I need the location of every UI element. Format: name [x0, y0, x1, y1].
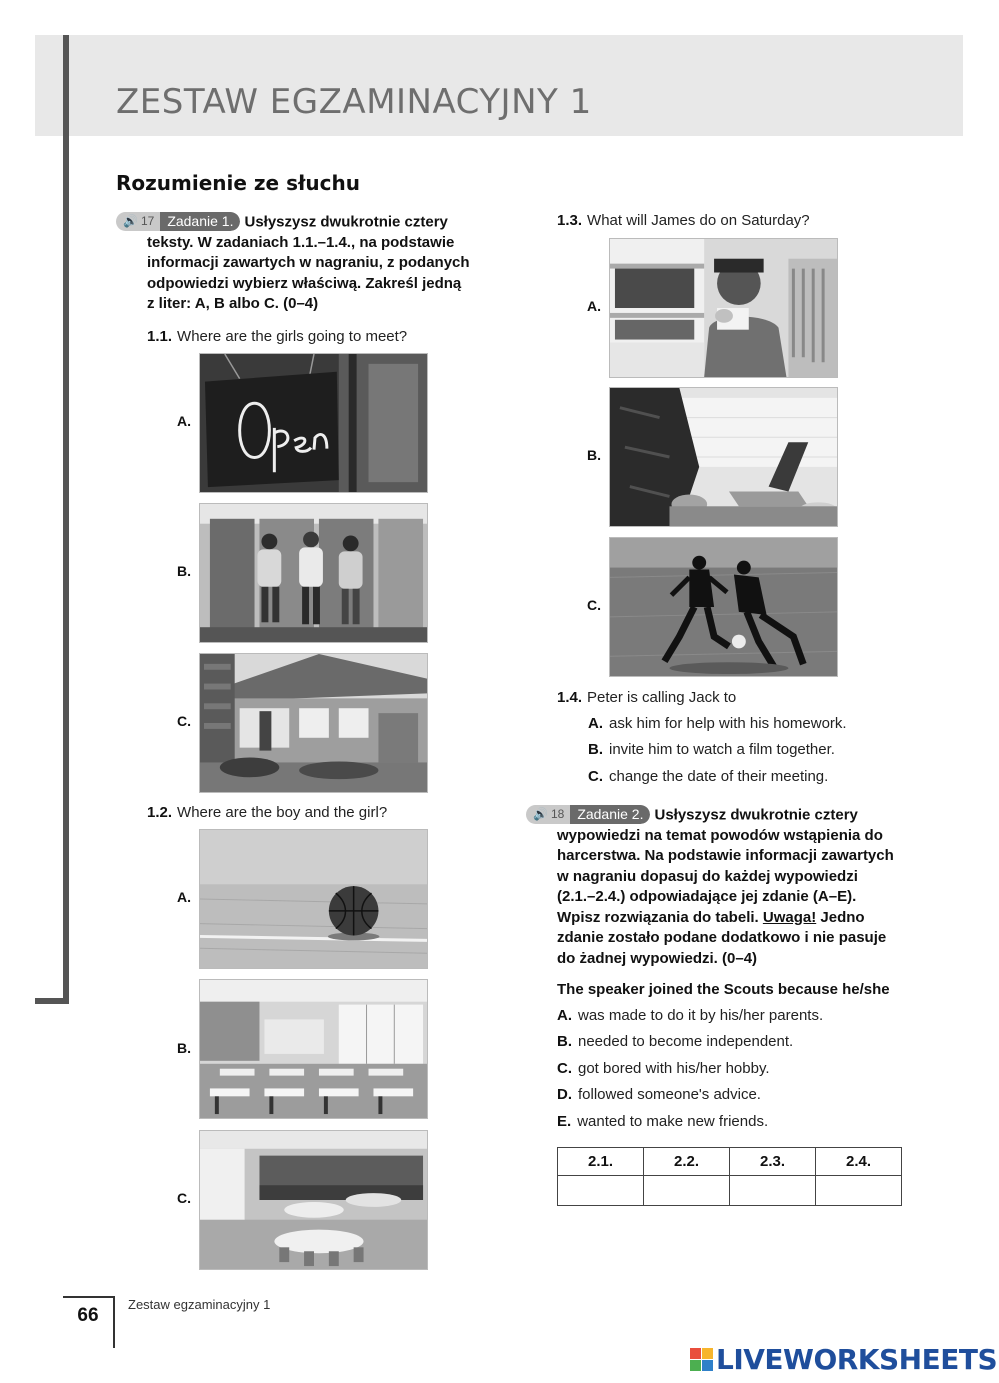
photo-basketball-on-court[interactable]: [199, 829, 428, 969]
page-title: ZESTAW EGZAMINACYJNY 1: [116, 82, 592, 122]
option-letter: A.: [588, 715, 603, 732]
question-text: What will James do on Saturday?: [587, 212, 810, 229]
question-number: 1.1.: [147, 328, 173, 345]
question-1-2: [147, 804, 387, 821]
task2-line: Usłyszysz dwukrotnie cztery: [654, 806, 858, 824]
answer-option[interactable]: [588, 715, 847, 732]
answer-table: [557, 1147, 902, 1206]
photo-suburban-house[interactable]: [199, 653, 428, 793]
question-1-3: [557, 212, 810, 229]
answer-option[interactable]: [588, 768, 828, 785]
task1-track-number: 17: [140, 214, 155, 229]
task1-line: informacji zawartych w nagraniu, z podanych: [147, 254, 470, 272]
task1-instructions: [116, 212, 516, 315]
question-1-4: [557, 689, 736, 706]
option-letter: E.: [557, 1113, 572, 1130]
option-letter: C.: [557, 1060, 572, 1077]
option-text: got bored with his/her hobby.: [578, 1060, 770, 1077]
task1-audio-badge[interactable]: [116, 212, 240, 231]
section-title: Rozumienie ze słuchu: [116, 171, 360, 195]
question-1-1: [147, 328, 407, 345]
task2-label: Zadanie 2.: [570, 805, 650, 824]
answer-header-cell: 2.4.: [816, 1148, 902, 1176]
task2-audio-badge[interactable]: [526, 805, 650, 824]
photo-school-cafeteria[interactable]: [199, 1130, 428, 1270]
photo-boys-playing-football[interactable]: [609, 537, 838, 677]
option-text: followed someone's advice.: [578, 1086, 761, 1103]
liveworksheets-logo[interactable]: [690, 1343, 997, 1376]
photo-empty-classroom[interactable]: [199, 979, 428, 1119]
option-letter[interactable]: B.: [177, 1040, 191, 1056]
option-letter[interactable]: C.: [177, 713, 191, 729]
option-letter: B.: [557, 1033, 572, 1050]
task2-line: harcerstwa. Na podstawie informacji zawartych: [557, 847, 894, 865]
footer-rule: [63, 1296, 115, 1298]
option-text: change the date of their meeting.: [609, 768, 829, 785]
question-text: Where are the boy and the girl?: [177, 804, 388, 821]
answer-header-cell: 2.1.: [558, 1148, 644, 1176]
statement-option: [557, 1007, 823, 1024]
option-text: ask him for help with his homework.: [609, 715, 847, 732]
photo-girls-entering-building[interactable]: [199, 503, 428, 643]
option-letter: D.: [557, 1086, 572, 1103]
page-number: 66: [77, 1305, 99, 1326]
speaker-icon: 🔊: [123, 214, 138, 229]
task1-line: Usłyszysz dwukrotnie cztery: [244, 213, 448, 231]
task2-stem: [557, 981, 890, 998]
logo-text: LIVEWORKSHEETS: [716, 1343, 998, 1376]
task2-line: w nagraniu dopasuj do każdej wypowiedzi: [557, 867, 858, 885]
option-letter: A.: [557, 1007, 572, 1024]
option-letter[interactable]: A.: [177, 889, 191, 905]
task1-line: odpowiedzi wybierz właściwą. Zakreśl jedną: [147, 274, 462, 292]
speaker-icon: 🔊: [533, 807, 548, 822]
option-text: invite him to watch a film together.: [609, 741, 835, 758]
stem-text: The speaker joined the Scouts because he/she: [557, 981, 890, 998]
answer-input-cell[interactable]: [644, 1176, 730, 1206]
task2-line: zdanie zostało podane dodatkowo i nie pasuje: [557, 929, 887, 947]
answer-table-header: [558, 1148, 902, 1176]
task1-line: teksty. W zadaniach 1.1.–1.4., na podstawie: [147, 233, 455, 251]
option-letter[interactable]: B.: [587, 447, 601, 463]
option-letter[interactable]: A.: [587, 298, 601, 314]
task2-text: Jedno: [820, 908, 865, 926]
footer-text: Zestaw egzaminacyjny 1: [128, 1297, 271, 1312]
photo-person-studying-at-laptop[interactable]: [609, 387, 838, 527]
answer-header-cell: 2.3.: [730, 1148, 816, 1176]
answer-option[interactable]: [588, 741, 835, 758]
task2-warning: Uwaga!: [762, 908, 817, 926]
question-number: 1.4.: [557, 689, 583, 706]
option-letter: B.: [588, 741, 603, 758]
option-text: was made to do it by his/her parents.: [578, 1007, 824, 1024]
statement-option: [557, 1060, 770, 1077]
task2-instructions: [526, 805, 936, 969]
answer-table-row: [558, 1176, 902, 1206]
option-text: wanted to make new friends.: [577, 1113, 769, 1130]
answer-header-cell: 2.2.: [644, 1148, 730, 1176]
left-margin-rule: [63, 35, 69, 1003]
task2-line: wypowiedzi na temat powodów wstąpienia do: [557, 826, 883, 844]
question-text: Where are the girls going to meet?: [177, 328, 408, 345]
option-letter[interactable]: B.: [177, 563, 191, 579]
statement-option: [557, 1113, 768, 1130]
photo-boy-smelling-clothes-at-wardrobe[interactable]: [609, 238, 838, 378]
answer-input-cell[interactable]: [558, 1176, 644, 1206]
option-letter[interactable]: A.: [177, 413, 191, 429]
left-margin-rule-foot: [35, 998, 69, 1004]
option-text: needed to become independent.: [578, 1033, 794, 1050]
logo-squares-icon: [690, 1348, 713, 1371]
task2-track-number: 18: [550, 807, 565, 822]
task1-line: z liter: A, B albo C. (0–4): [147, 295, 319, 313]
footer-divider: [113, 1296, 115, 1348]
question-number: 1.3.: [557, 212, 583, 229]
option-letter[interactable]: C.: [177, 1190, 191, 1206]
statement-option: [557, 1086, 761, 1103]
task2-line: do żadnej wypowiedzi. (0–4): [557, 949, 758, 967]
question-number: 1.2.: [147, 804, 173, 821]
statement-option: [557, 1033, 793, 1050]
task2-line: (2.1.–2.4.) odpowiadające jej zdanie (A–E).: [557, 888, 857, 906]
task2-text: Wpisz rozwiązania do tabeli.: [557, 908, 759, 926]
question-text: Peter is calling Jack to: [587, 689, 737, 706]
answer-input-cell[interactable]: [730, 1176, 816, 1206]
task2-line: [526, 908, 936, 929]
option-letter: C.: [588, 768, 603, 785]
option-letter[interactable]: C.: [587, 597, 601, 613]
answer-input-cell[interactable]: [816, 1176, 902, 1206]
photo-shop-door-open-sign[interactable]: [199, 353, 428, 493]
task1-label: Zadanie 1.: [160, 212, 240, 231]
